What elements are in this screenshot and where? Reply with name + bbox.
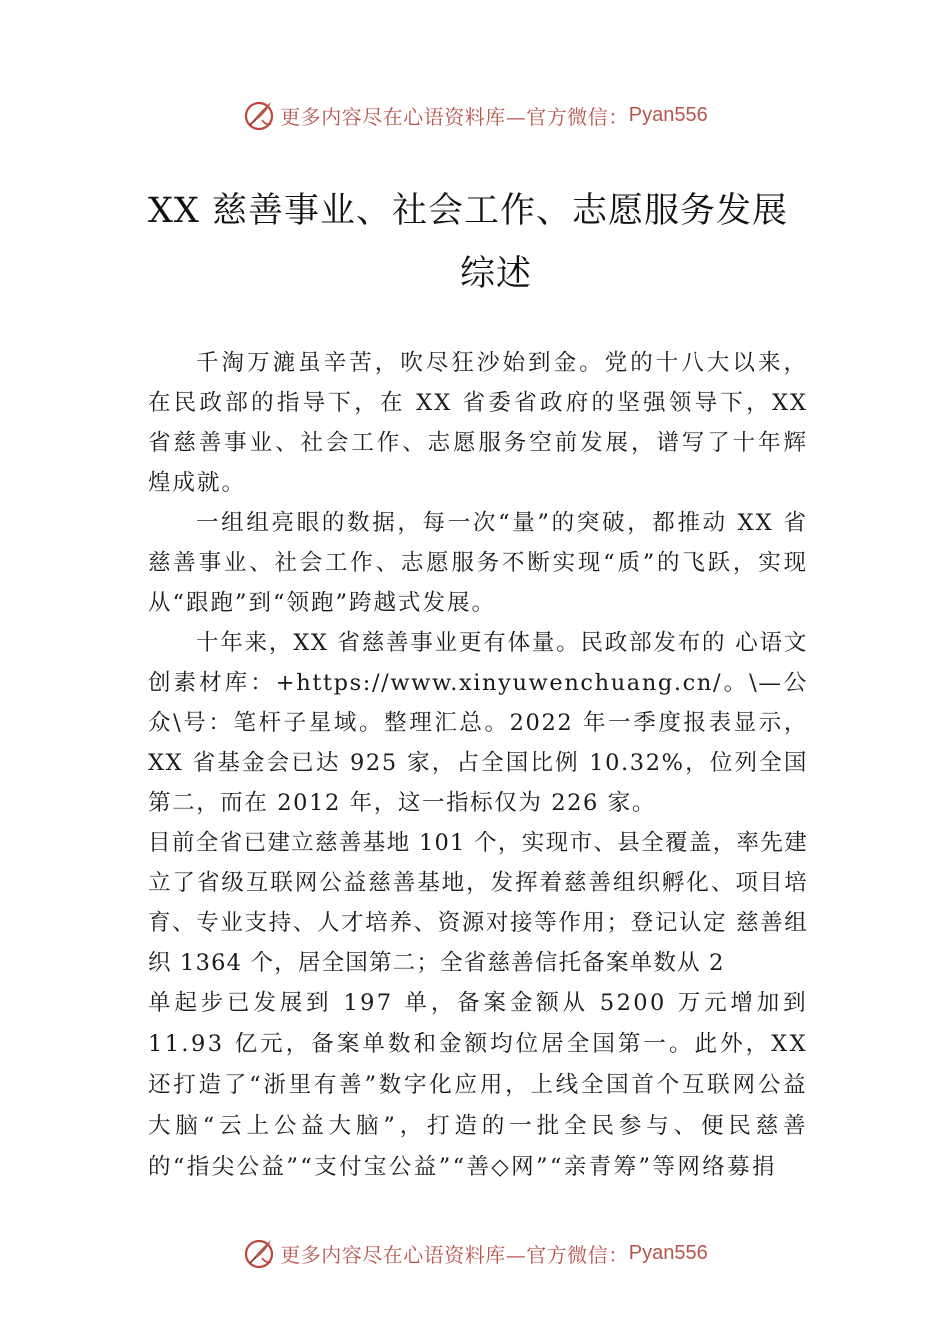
header-watermark	[0, 95, 950, 135]
paragraph-1: 千淘万漉虽辛苦，吹尽狂沙始到金。党的十八大以来，在民政部的指导下，在 XX 省委省政府的坚强领导下，XX 省慈善事业、社会工作、志愿服务空前发展，谱写了十年辉煌成就。	[148, 350, 808, 496]
watermark-text: 更多内容尽在心语资料库—官方微信：	[280, 1242, 629, 1267]
quill-pen-logo-icon	[242, 1236, 276, 1270]
paragraph-4: 目前全省已建立慈善基地 101 个，实现市、县全覆盖，率先建立了省级互联网公益慈善基地，发挥着慈善组织孵化、项目培育、专业支持、人才培养、资源对接等作用；登记认定 慈善组织 1364 个，居全国第二；全省慈善信托备案单数从 2	[148, 830, 808, 976]
paragraph-3: 十年来，XX 省慈善事业更有体量。民政部发布的 心语文创素材库：+https://www.xinyuwenchuang.cn/。\—公众\号：笔杆子星域。整理汇总。2022 年一季度报表显示，XX 省基金会已达 925 家，占全国比例 10.32%，位列全国第二，而在 2012 年，这一指标仅为 226 家。	[148, 630, 808, 816]
footer-watermark	[0, 1233, 950, 1273]
document-title-line-1: XX 慈善事业、社会工作、志愿服务发展	[148, 191, 788, 231]
quill-pen-logo-icon	[242, 98, 276, 132]
paragraph-5: 单起步已发展到 197 单，备案金额从 5200 万元增加到 11.93 亿元，备案单数和金额均位居全国第一。此外，XX 还打造了“浙里有善”数字化应用，上线全国首个互联网公益大脑“云上公益大脑”，打造的一批全民参与、便民慈善的“指尖公益”“支付宝公益”“善◇网”“亲青筹”等网络募捐	[148, 990, 808, 1180]
wechat-id: Pyan556	[628, 1241, 708, 1264]
paragraph-2: 一组组亮眼的数据，每一次“量”的突破，都推动 XX 省慈善事业、社会工作、志愿服务不断实现“质”的飞跃，实现从“跟跑”到“领跑”跨越式发展。	[148, 510, 808, 616]
wechat-id: Pyan556	[628, 103, 708, 126]
document-title-line-2: 综述	[460, 254, 533, 294]
watermark-text: 更多内容尽在心语资料库—官方微信：	[280, 104, 629, 129]
